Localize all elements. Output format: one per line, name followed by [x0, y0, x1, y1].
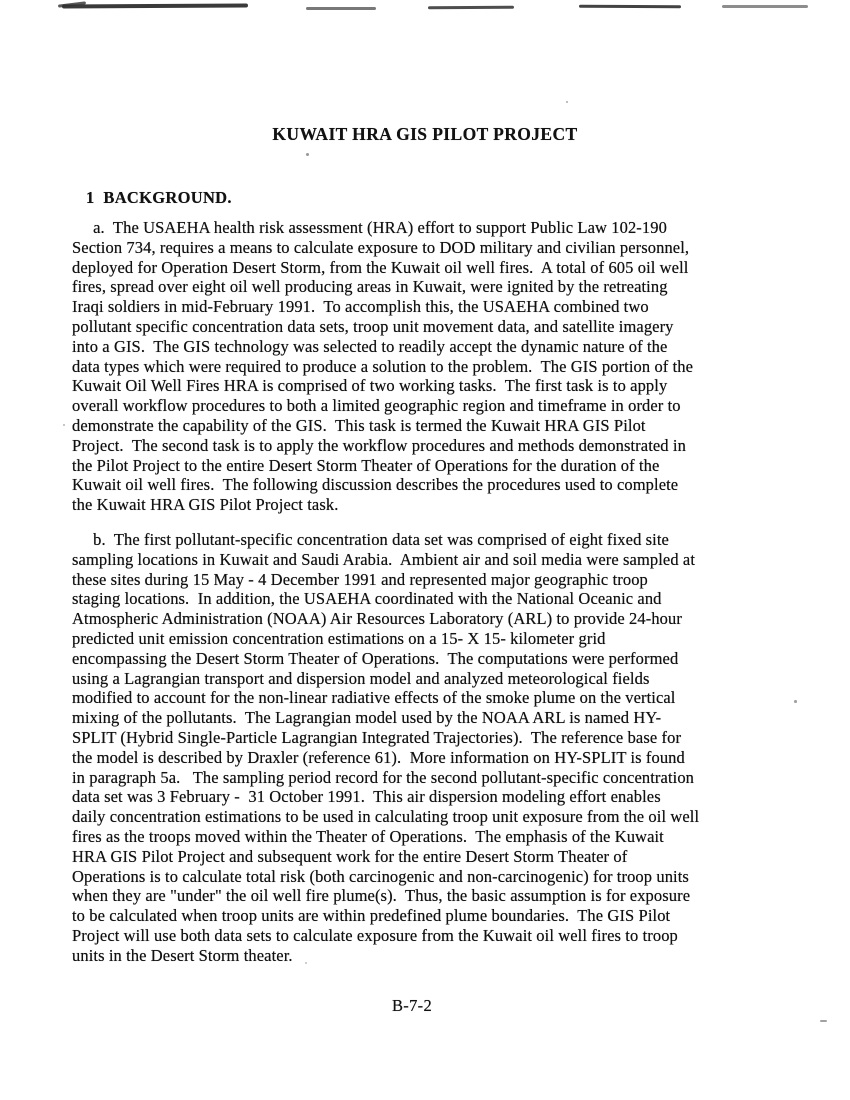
page-number: B-7-2 [392, 996, 432, 1015]
scan-speck [794, 700, 797, 703]
text-line: Project will use both data sets to calculate exposure from the Kuwait oil well fires to troop [72, 925, 678, 945]
text-line: the model is described by Draxler (reference 61). More information on HY-SPLIT is found [72, 747, 685, 767]
text-line: fires, spread over eight oil well producing areas in Kuwait, were ignited by the retreating [72, 277, 668, 297]
text-line: demonstrate the capability of the GIS. This task is termed the Kuwait HRA GIS Pilot [72, 415, 646, 435]
text-line: staging locations. In addition, the USAEHA coordinated with the National Oceanic and [72, 589, 662, 609]
text-line: daily concentration estimations to be used in calculating troop unit exposure from the oil well [72, 807, 700, 827]
scan-streak [722, 5, 808, 8]
text-line: Operations is to calculate total risk (both carcinogenic and non-carcinogenic) for troop units [72, 866, 689, 886]
text-line: the Kuwait HRA GIS Pilot Project task. [72, 495, 339, 515]
text-line: data set was 3 February - 31 October 1991. This air dispersion modeling effort enables [72, 787, 661, 807]
scan-streak [306, 7, 376, 10]
text-line: in paragraph 5a. The sampling period record for the second pollutant-specific concentration [72, 767, 695, 787]
scan-speck [63, 424, 65, 426]
text-line: using a Lagrangian transport and dispersion model and analyzed meteorological fields [72, 668, 650, 688]
text-line: deployed for Operation Desert Storm, from the Kuwait oil well fires. A total of 605 oil well [72, 257, 689, 277]
text-line: when they are "under" the oil well fire plume(s). Thus, the basic assumption is for exposure [72, 886, 691, 906]
text-line: overall workflow procedures to both a limited geographic region and timeframe in order to [72, 396, 681, 416]
text-line: to be calculated when troop units are within predefined plume boundaries. The GIS Pilot [72, 906, 671, 926]
paragraph-b [72, 530, 792, 966]
text-line: mixing of the pollutants. The Lagrangian model used by the NOAA ARL is named HY- [72, 708, 662, 728]
text-line: Kuwait oil well fires. The following discussion describes the procedures used to complete [72, 475, 679, 495]
text-line: modified to account for the non-linear radiative effects of the smoke plume on the vertical [72, 688, 676, 708]
text-line: units in the Desert Storm theater. [72, 945, 293, 965]
text-line: predicted unit emission concentration estimations on a 15- X 15- kilometer grid [72, 628, 606, 648]
text-line: these sites during 15 May - 4 December 1991 and represented major geographic troop [72, 569, 648, 589]
text-line: encompassing the Desert Storm Theater of Operations. The computations were performed [72, 648, 679, 668]
text-line: fires as the troops moved within the Theater of Operations. The emphasis of the Kuwait [72, 826, 664, 846]
text-line: pollutant specific concentration data sets, troop unit movement data, and satellite imagery [72, 316, 674, 336]
text-line: sampling locations in Kuwait and Saudi Arabia. Ambient air and soil media were sampled at [72, 549, 696, 569]
document-body [72, 218, 792, 965]
scan-streak [62, 4, 248, 9]
section-heading: 1 BACKGROUND. [86, 188, 232, 207]
text-line: into a GIS. The GIS technology was selected to readily accept the dynamic nature of the [72, 336, 668, 356]
text-line: HRA GIS Pilot Project and subsequent work for the entire Desert Storm Theater of [72, 846, 628, 866]
text-line: data types which were required to produce a solution to the problem. The GIS portion of the [72, 356, 694, 376]
text-line: Atmospheric Administration (NOAA) Air Resources Laboratory (ARL) to provide 24-hour [72, 609, 682, 629]
document-title: KUWAIT HRA GIS PILOT PROJECT [272, 124, 578, 144]
scan-speck [306, 153, 309, 156]
text-line: Section 734, requires a means to calculate exposure to DOD military and civilian personnel, [72, 237, 690, 257]
text-line: SPLIT (Hybrid Single-Particle Lagrangian Integrated Trajectories). The reference base for [72, 727, 682, 747]
text-line: Project. The second task is to apply the workflow procedures and methods demonstrated in [72, 435, 686, 455]
scan-speck [566, 101, 568, 103]
scan-speck [820, 1020, 827, 1022]
scan-streak [579, 5, 681, 9]
text-line: Kuwait Oil Well Fires HRA is comprised of two working tasks. The first task is to apply [72, 376, 668, 396]
text-line: b. The first pollutant-specific concentration data set was comprised of eight fixed site [72, 529, 669, 549]
text-line: a. The USAEHA health risk assessment (HRA) effort to support Public Law 102-190 [72, 218, 667, 237]
scan-streak [428, 6, 514, 10]
text-line: the Pilot Project to the entire Desert Storm Theater of Operations for the duration of the [72, 455, 660, 475]
text-line: Iraqi soldiers in mid-February 1991. To accomplish this, the USAEHA combined two [72, 297, 649, 317]
paragraph-a [72, 218, 792, 515]
